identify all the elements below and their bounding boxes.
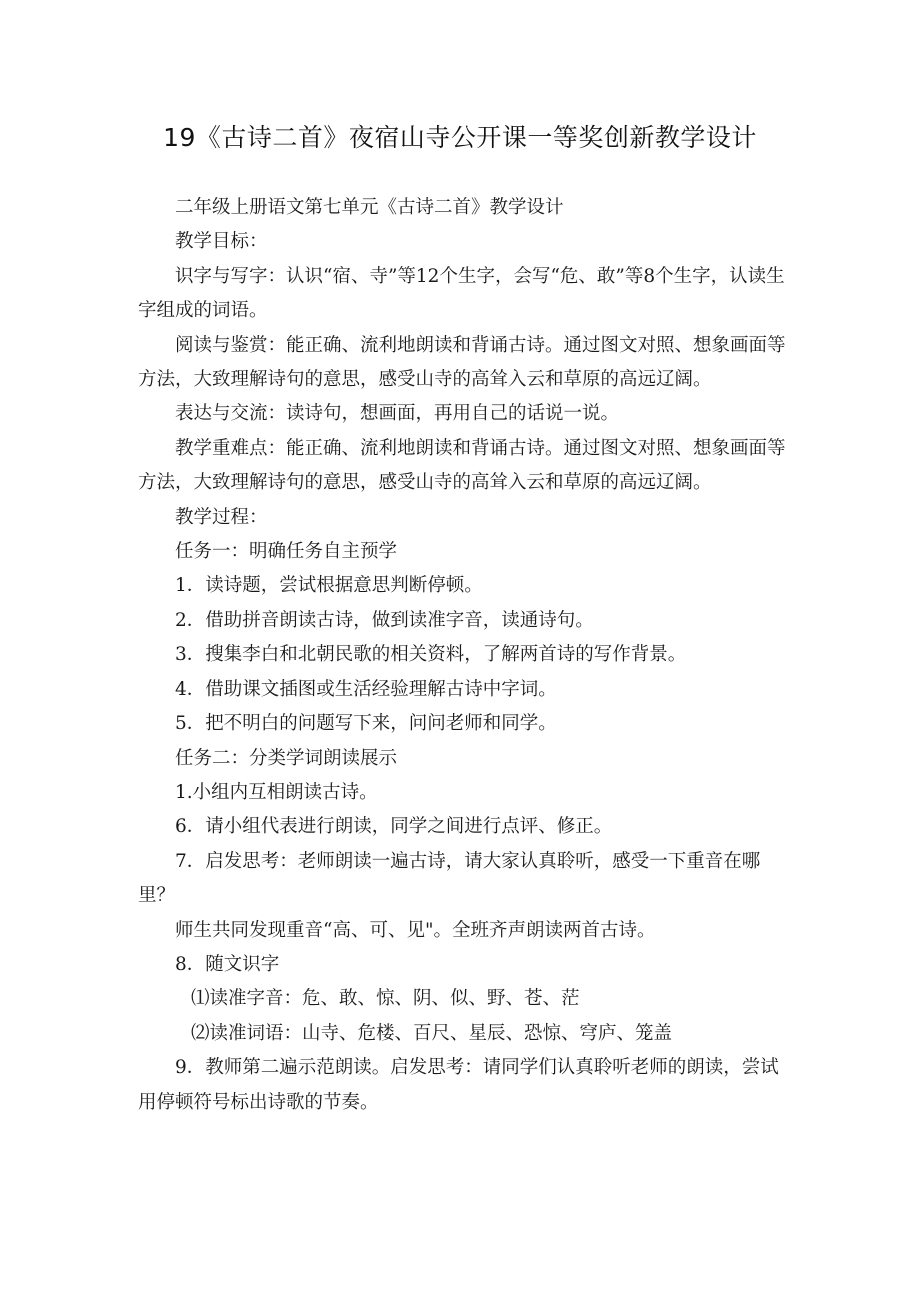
paragraph-process-heading: 教学过程： bbox=[175, 506, 268, 528]
paragraph-literacy-goal: 识字与写字：认识“宿、寺”等12个生字，会写“危、敢”等8个生字，认读生字组成的词语。 bbox=[138, 265, 785, 322]
list-item: 4．借助课文插图或生活经验理解古诗中字词。 bbox=[175, 678, 557, 700]
paragraph-stress-discovery: 师生共同发现重音“高、可、见"。全班齐声朗读两首古诗。 bbox=[175, 919, 656, 941]
paragraph-objectives-heading: 教学目标： bbox=[175, 231, 268, 253]
paragraph-task-one: 任务一：明确任务自主预学 bbox=[175, 541, 398, 563]
document-title: 19《古诗二首》夜宿山寺公开课一等奖创新教学设计 bbox=[163, 123, 757, 152]
list-item: 6．请小组代表进行朗读，同学之间进行点评、修正。 bbox=[175, 816, 613, 838]
list-item: 1．读诗题，尝试根据意思判断停顿。 bbox=[175, 575, 483, 597]
sub-list-item: ⑵读准词语：山寺、危楼、百尺、星辰、恐惊、穹庐、笼盖 bbox=[191, 1022, 673, 1044]
list-item: 3．搜集李白和北朝民歌的相关资料，了解两首诗的写作背景。 bbox=[175, 644, 687, 666]
document-body bbox=[138, 191, 788, 1120]
list-item: 9．教师第二遍示范朗读。启发思考：请同学们认真聆听老师的朗读，尝试用停顿符号标出诗歌的节奏。 bbox=[138, 1057, 779, 1113]
paragraph-subtitle: 二年级上册语文第七单元《古诗二首》教学设计 bbox=[175, 197, 564, 218]
list-item: 7．启发思考：老师朗读一遍古诗，请大家认真聆听，感受一下重音在哪里？ bbox=[138, 850, 761, 907]
paragraph-key-points: 教学重难点：能正确、流利地朗读和背诵古诗。通过图文对照、想象画面等方法，大致理解诗句的意思，感受山寺的高耸入云和草原的高远辽阔。 bbox=[138, 437, 786, 494]
sub-list-item: ⑴读准字音：危、敢、惊、阴、似、野、苍、茫 bbox=[191, 988, 580, 1010]
paragraph-task-two: 任务二：分类学词朗读展示 bbox=[175, 747, 398, 769]
list-item: 1.小组内互相朗读古诗。 bbox=[175, 781, 378, 803]
list-item: 2．借助拼音朗读古诗，做到读准字音，读通诗句。 bbox=[175, 609, 594, 631]
list-item: 8．随文识字 bbox=[175, 953, 280, 975]
list-item: 5．把不明白的问题写下来，问问老师和同学。 bbox=[175, 713, 557, 735]
paragraph-expression-goal: 表达与交流：读诗句，想画面，再用自己的话说一说。 bbox=[175, 403, 620, 425]
paragraph-reading-goal: 阅读与鉴赏：能正确、流利地朗读和背诵古诗。通过图文对照、想象画面等方法，大致理解诗句的意思，感受山寺的高耸入云和草原的高远辽阔。 bbox=[138, 334, 786, 391]
